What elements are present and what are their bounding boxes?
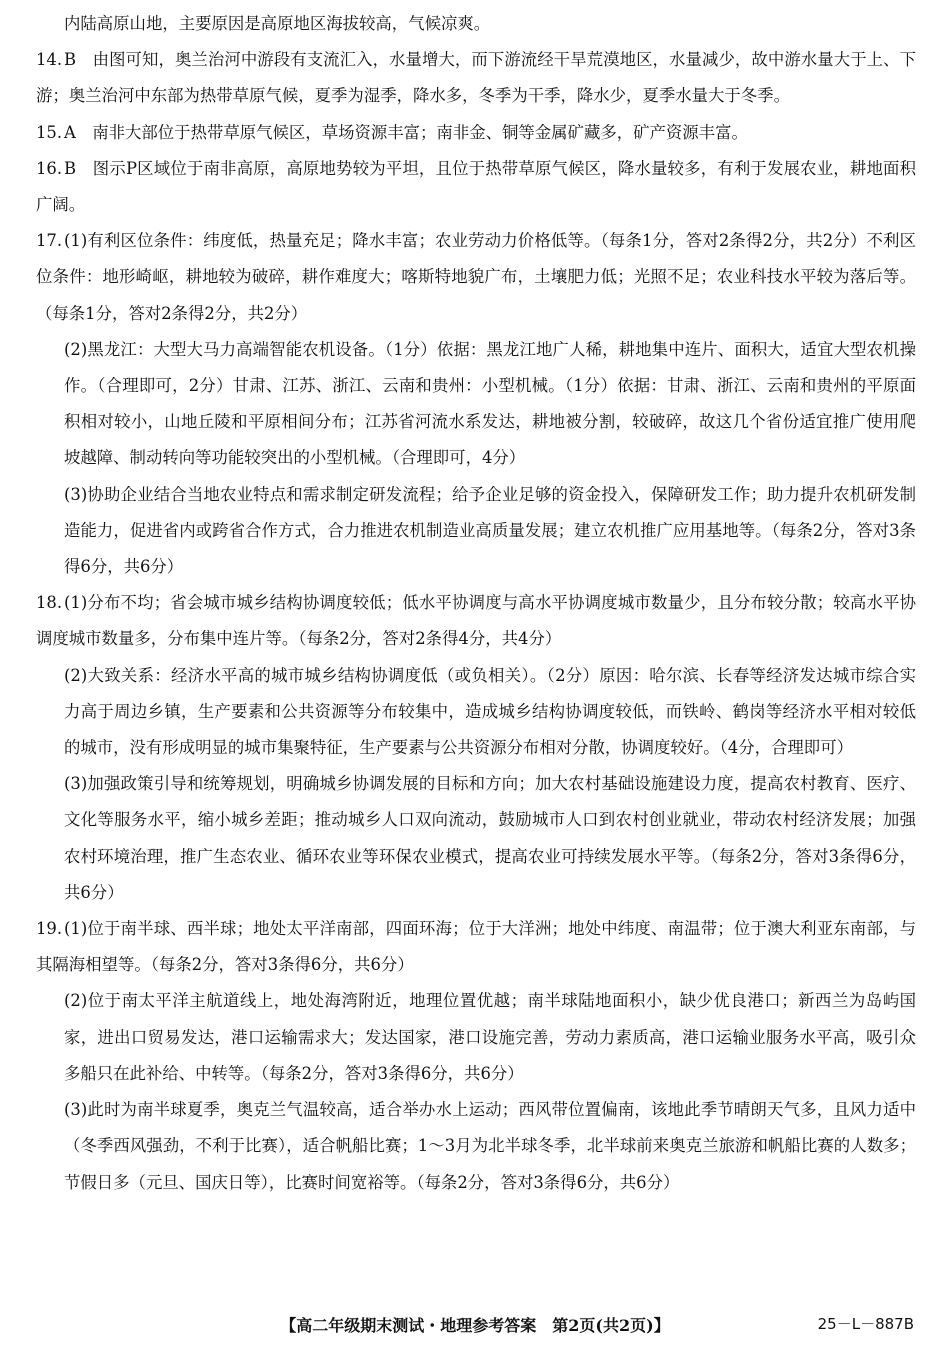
answer-part-1: (1)分布不均；省会城市城乡结构协调度较低；低水平协调度与高水平协调度城市数量少，且分布较分散；较高水平协调度城市数量多，分布集中连片等。（每条2分，答对2条得4分，共4分） [36,593,916,649]
question-number: 15. [36,122,63,142]
question-number: 14. [36,50,63,70]
answer-15 [36,115,916,151]
question-number: 18. [36,593,63,613]
question-number: 16. [36,158,63,178]
answer-text: A 南非大部位于热带草原气候区，草场资源丰富；南非金、铜等金属矿藏多，矿产资源丰富。 [64,122,748,142]
answer-part-2: (2)位于南太平洋主航道线上，地处海湾附近，地理位置优越；南半球陆地面积小，缺少优良港口；新西兰为岛屿国家，进出口贸易发达，港口运输需求大；发达国家，港口设施完善，劳动力素质高，港口运输业服务水平高，吸引众多船只在此补给、中转等。（每条2分，答对3条得6分，共6分） [64,991,916,1083]
answer-part-2: (2)黑龙江：大型大马力高端智能农机设备。（1分）依据：黑龙江地广人稀，耕地集中连片、面积大，适宜大型农机操作。（合理即可，2分）甘肃、江苏、浙江、云南和贵州：小型机械。（1分）依据：甘肃、浙江、云南和贵州的平原面积相对较小，山地丘陵和平原相间分布；江苏省河流水系发达，耕地被分割，较破碎，故这几个省份适宜推广使用爬坡越障、制动转向等功能较突出的小型机械。（合理即可，4分） [64,339,916,468]
answer-part-1: (1)位于南半球、西半球；地处太平洋南部，四面环海；位于大洋洲；地处中纬度、南温带；位于澳大利亚东南部，与其隔海相望等。（每条2分，答对3条得6分，共6分） [36,919,916,975]
answer-content [36,6,916,1201]
answer-text: B 由图可知，奥兰治河中游段有支流汇入，水量增大，而下游流经干旱荒漠地区，水量减少，故中游水量大于上、下游；奥兰治河中东部为热带草原气候，夏季为湿季，降水多，冬季为干季，降水少，夏季水量大于冬季。 [36,50,916,106]
answer-text: B 图示P区域位于南非高原，高原地势较为平坦，且位于热带草原气候区，降水量较多，有利于发展农业，耕地面积广阔。 [36,158,916,215]
answer-part-3: (3)此时为南半球夏季，奥克兰气温较高，适合举办水上运动；西风带位置偏南，该地此季节晴朗天气多，且风力适中（冬季西风强劲，不利于比赛），适合帆船比赛；1～3月为北半球冬季，北半球前来奥克兰旅游和帆船比赛的人数多；节假日多（元旦、国庆日等），比赛时间宽裕等。（每条2分，答对3条得6分，共6分） [64,1100,916,1192]
continued-text: 内陆高原山地，主要原因是高原地区海拔较高，气候凉爽。 [64,14,491,33]
page-footer [0,1313,950,1343]
answer-17 [36,223,916,585]
answer-part-1: (1)有利区位条件：纬度低，热量充足；降水丰富；农业劳动力价格低等。（每条1分，答对2条得2分，共2分）不利区位条件：地形崎岖，耕地较为破碎，耕作难度大；喀斯特地貌广布，土壤肥力低；光照不足；农业科技水平较为落后等。（每条1分，答对2条得2分，共2分） [36,231,916,323]
answer-19 [36,911,916,1201]
answer-part-2: (2)大致关系：经济水平高的城市城乡结构协调度低（或负相关）。（2分）原因：哈尔滨、长春等经济发达城市综合实力高于周边乡镇，生产要素和公共资源等分布较集中，造成城乡结构协调度较低，而铁岭、鹤岗等经济水平相对较低的城市，没有形成明显的城市集聚特征，生产要素与公共资源分布相对分散，协调度较好。（4分，合理即可） [64,665,916,758]
answer-16 [36,151,916,223]
footer-code: 25－L－887B [817,1315,914,1333]
answer-part-3: (3)加强政策引导和统筹规划，明确城乡协调发展的目标和方向；加大农村基础设施建设力度，提高农村教育、医疗、文化等服务水平，缩小城乡差距；推动城乡人口双向流动，鼓励城市人口到农村创业就业，带动农村经济发展；加强农村环境治理，推广生态农业、循环农业等环保农业模式，提高农业可持续发展水平等。（每条2分，答对3条得6分，共6分） [64,774,916,902]
question-number: 17. [36,231,63,251]
answer-14 [36,42,916,114]
answer-18 [36,585,916,911]
question-number: 19. [36,919,63,939]
answer-part-3: (3)协助企业结合当地农业特点和需求制定研发流程；给予企业足够的资金投入，保障研发工作；助力提升农机研发制造能力，促进省内或跨省合作方式，合力推进农机制造业高质量发展；建立农机推广应用基地等。（每条2分，答对3条得6分，共6分） [64,484,916,577]
footer-title: 【高二年级期末测试・地理参考答案 第2页(共2页)】 [280,1316,670,1335]
